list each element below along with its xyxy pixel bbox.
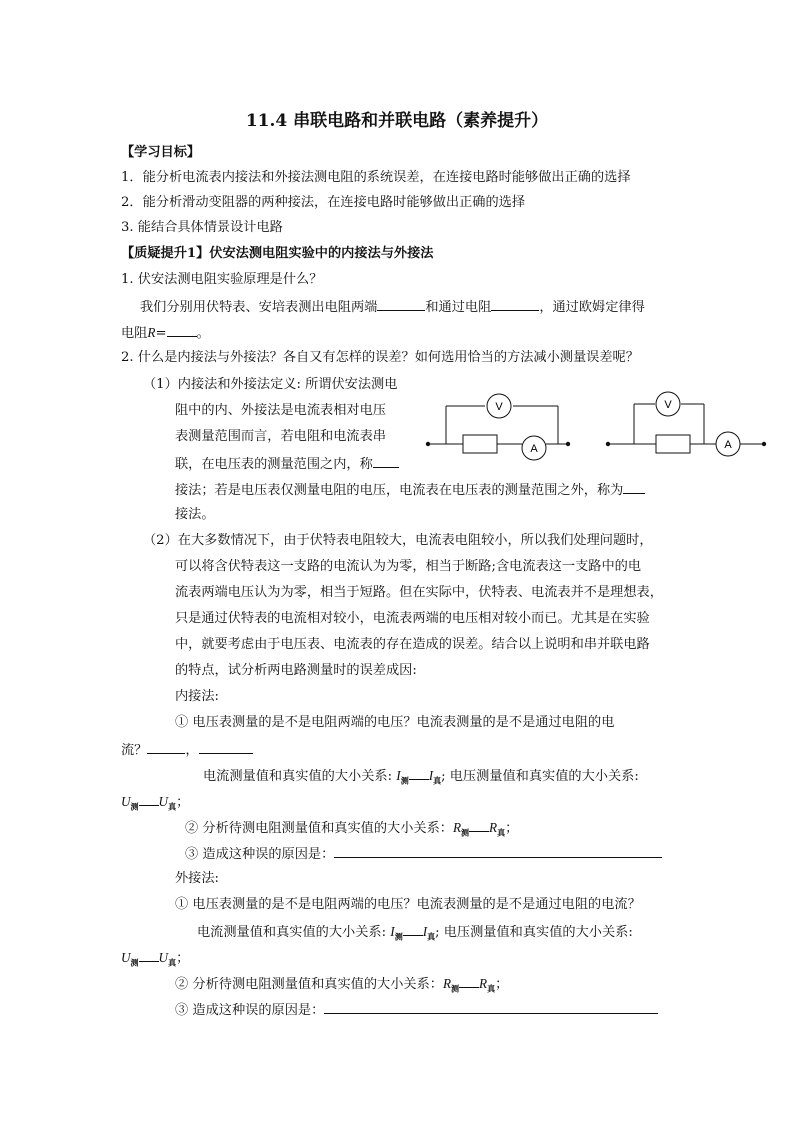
inner-method-label: 内接法: [175,689,220,704]
objectives-heading: 【学习目标】 [121,145,201,160]
paragraph-line: （1）内接法和外接法定义: 所谓伏安法测电 [143,377,398,392]
inner-compare: 电流测量值和真实值的大小关系: $I_测$ $I_真$; 电压测量值和真实值的大小关系: [203,768,639,786]
inner-question-3: ③ 造成这种误的原因是： [185,845,662,863]
question-1-text: 我们分别用伏特表、安培表测出电阻两端 和通过电阻 ，通过欧姆定律得 [140,300,645,315]
objective-item: 3. 能结合具体情景设计电路 [121,220,283,235]
paragraph-line: 只是通过伏特表的电流相对较小，电流表两端的电压相对较小而已。尤其是在实验 [175,611,650,626]
paragraph-line: 联，在电压表的测量范围之内，称 [175,455,399,473]
answer-blank[interactable] [139,793,159,806]
terminal-dot [566,442,570,446]
terminal-dot [606,442,610,446]
terminal-dot [762,442,766,446]
answer-blank[interactable] [409,767,429,780]
answer-blank[interactable] [139,949,159,962]
paragraph-line: 中，就要考虑由于电压表、电流表的存在造成的误差。结合以上说明和串并联电路 [175,637,650,652]
paragraph-line: 接法。 [175,507,215,522]
answer-blank[interactable] [403,923,423,936]
terminal-dot [426,442,430,446]
outer-method-label: 外接法: [175,871,220,886]
answer-blank[interactable] [623,481,645,494]
ammeter-label: A [724,439,732,451]
circuit-outer-connection [598,388,774,464]
paragraph-line: 的特点，试分析两电路测量时的误差成因: [175,663,417,678]
outer-compare-voltage: $U_测$ $U_真$； [121,950,190,968]
paragraph-line: 阻中的内、外接法是电流表相对电压 [175,403,386,418]
answer-blank[interactable] [334,845,662,858]
section-heading: 【质疑提升1】伏安法测电阻实验中的内接法与外接法 [121,246,434,261]
ammeter-label: A [530,443,538,455]
outer-question-2: ② 分析待测电阻测量值和真实值的大小关系：$R_测$ $R_真$； [175,976,509,994]
outer-question-1: ① 电压表测量的是不是电阻两端的电压？电流表测量的是不是通过电阻的电流？ [175,897,641,912]
voltmeter-label: V [495,401,503,413]
paragraph-line: 可以将含伏特表这一支路的电流认为为零，相当于断路;含电流表这一支路中的电 [175,559,642,574]
outer-question-3: ③ 造成这种误的原因是： [175,1001,658,1019]
answer-blank[interactable] [199,741,253,754]
answer-blank[interactable] [459,975,479,988]
objective-item: 2．能分析滑动变阻器的两种接法，在连接电路时能够做出正确的选择 [121,195,526,210]
inner-question-2: ② 分析待测电阻测量值和真实值的大小关系：$R_测$ $R_真$； [185,820,519,838]
answer-blank[interactable] [147,741,185,754]
resistor [656,435,690,453]
question-1-text-cont: 电阻R= 。 [121,325,210,341]
answer-blank[interactable] [373,455,399,468]
circuit-inner-connection [418,388,578,464]
paragraph-line: 流表两端电压认为为零，相当于短路。但在实际中，伏特表、电流表并不是理想表， [175,585,663,600]
answer-blank[interactable] [377,298,425,311]
paragraph-line: 表测量范围而言，若电阻和电流表串 [175,429,386,444]
resistor [463,435,497,453]
question-1: 1. 伏安法测电阻实验原理是什么？ [121,272,323,287]
page-title: 11.4 串联电路和并联电路（素养提升） [245,111,549,131]
question-2: 2. 什么是内接法与外接法？各自又有怎样的误差？如何选用恰当的方法减小测量误差呢？ [121,350,639,365]
inner-compare-voltage: $U_测$ $U_真$； [121,794,190,812]
answer-blank[interactable] [167,324,197,337]
voltmeter-label: V [664,399,672,411]
objective-item: 1．能分析电流表内接法和外接法测电阻的系统误差，在连接电路时能够做出正确的选择 [121,170,631,185]
paragraph-line: 接法；若是电压表仅测量电阻的电压，电流表在电压表的测量范围之外，称为 [175,481,645,499]
inner-question-1: ① 电压表测量的是不是电阻两端的电压？电流表测量的是不是通过电阻的电 [175,715,615,730]
answer-blank[interactable] [324,1001,658,1014]
answer-blank[interactable] [491,298,539,311]
paragraph-line: （2）在大多数情况下，由于伏特表电阻较大，电流表电阻较小，所以我们处理问题时， [143,533,653,548]
outer-compare: 电流测量值和真实值的大小关系: $I_测$ $I_真$; 电压测量值和真实值的大小关系: [197,924,633,942]
inner-question-1-cont: 流？ ， [121,741,253,759]
answer-blank[interactable] [469,819,489,832]
